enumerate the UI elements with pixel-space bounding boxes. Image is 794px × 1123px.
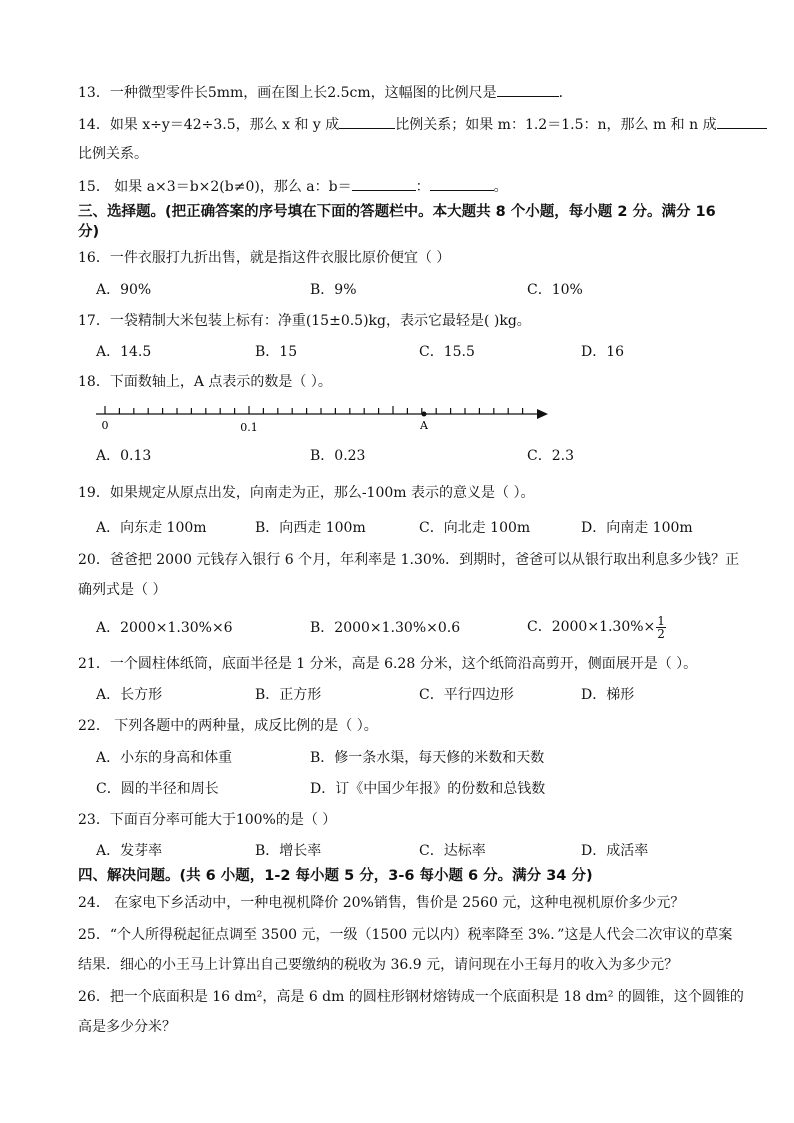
option-b[interactable]: B．正方形 <box>255 687 322 703</box>
option-c[interactable] <box>527 610 666 644</box>
answer-blank[interactable] <box>717 114 767 129</box>
question-18: 18．下面数轴上，A 点表示的数是（ ）。 <box>78 374 332 390</box>
option-b[interactable]: B．向西走 100m <box>255 520 366 536</box>
option-c[interactable]: C．圆的半径和周长 <box>96 781 219 797</box>
question-19: 19．如果规定从原点出发，向南走为正，那么-100m 表示的意义是（ ）。 <box>78 485 535 501</box>
question-14-text: 14．如果 x÷y＝42÷3.5，那么 x 和 y 成 <box>78 117 340 133</box>
tick-label-0: 0 <box>101 419 109 432</box>
point-a-dot <box>422 412 427 417</box>
question-20: 20．爸爸把 2000 元钱存入银行 6 个月，年利率是 1.30%．到期时，爸爸可以从银行取出利息多少钱？正 <box>78 552 740 568</box>
question-13-text: 13．一种微型零件长5mm，画在图上长2.5cm，这幅图的比例尺是 <box>78 85 497 101</box>
question-15 <box>78 176 508 197</box>
option-d[interactable]: D．梯形 <box>581 687 635 703</box>
point-a-label: A <box>420 419 428 432</box>
question-25: 25．“个人所得税起征点调至 3500 元，一级（1500 元以内）税率降至 3%．”这是人代会二次审议的草案 <box>78 927 733 943</box>
option-a[interactable]: A．90% <box>96 282 152 298</box>
answer-blank[interactable] <box>339 114 395 129</box>
answer-blank[interactable] <box>497 82 559 97</box>
option-d[interactable]: D．16 <box>581 344 625 360</box>
section-3-heading-cont: 分) <box>78 224 100 240</box>
question-15-end: 。 <box>493 179 508 195</box>
option-d[interactable]: D．订《中国少年报》的份数和总钱数 <box>310 781 546 797</box>
question-14-text-2: 比例关系；如果 m：1.2＝1.5：n，那么 m 和 n 成 <box>395 117 717 133</box>
question-26-cont: 高是多少分米？ <box>78 1019 176 1035</box>
answer-blank[interactable] <box>430 176 494 191</box>
option-a[interactable]: A．长方形 <box>96 687 163 703</box>
option-b[interactable]: B．15 <box>255 344 298 360</box>
option-c[interactable]: C．平行四边形 <box>419 687 514 703</box>
option-c[interactable]: C．10% <box>527 282 583 298</box>
question-25-cont: 结果．细心的小王马上计算出自己要缴纳的税收为 36.9 元，请问现在小王每月的收入为多少元？ <box>78 957 679 973</box>
fraction-numerator: 1 <box>657 613 665 628</box>
option-b[interactable]: B．0.23 <box>310 448 366 464</box>
option-d[interactable]: D．向南走 100m <box>581 520 693 536</box>
option-b[interactable]: B．2000×1.30%×0.6 <box>310 620 461 636</box>
fraction-one-half <box>656 615 666 640</box>
question-13 <box>78 82 573 103</box>
question-20-cont: 确列式是（ ） <box>78 582 167 598</box>
section-4-heading: 四、解决问题。(共 6 小题，1-2 每小题 5 分，3-6 每小题 6 分。满分 34 分) <box>78 868 593 884</box>
option-a[interactable]: A．0.13 <box>96 448 152 464</box>
option-b[interactable]: B．9% <box>310 282 357 298</box>
option-b[interactable]: B．修一条水渠，每天修的米数和天数 <box>310 750 545 766</box>
option-d[interactable]: D．成活率 <box>581 843 649 859</box>
option-a[interactable]: A．小东的身高和体重 <box>96 750 233 766</box>
option-a[interactable]: A．发芽率 <box>96 843 163 859</box>
question-24: 24． 在家电下乡活动中，一种电视机降价 20%销售，售价是 2560 元，这种电视机原价多少元？ <box>78 895 685 911</box>
question-23: 23．下面百分率可能大于100%的是（ ） <box>78 812 337 828</box>
question-22: 22． 下列各题中的两种量，成反比例的是（ ）。 <box>78 718 378 734</box>
answer-blank[interactable] <box>352 176 416 191</box>
option-c[interactable]: C．达标率 <box>419 843 486 859</box>
ratio-colon: ： <box>415 179 430 195</box>
section-3-heading: 三、选择题。(把正确答案的序号填在下面的答题栏中。本大题共 8 个小题，每小题 2 分。满分 16 <box>78 204 716 220</box>
question-14-continued: 比例关系。 <box>78 146 148 162</box>
question-16: 16．一件衣服打九折出售，就是指这件衣服比原价便宜（ ） <box>78 250 451 266</box>
option-c-text: C．2000×1.30%× <box>527 619 656 635</box>
question-14 <box>78 114 767 135</box>
tick-marks <box>105 406 523 414</box>
arrow-head-icon <box>537 409 548 419</box>
option-c[interactable]: C．15.5 <box>419 344 475 360</box>
option-a[interactable]: A．14.5 <box>96 344 152 360</box>
option-a[interactable]: A．向东走 100m <box>96 520 207 536</box>
question-17: 17．一袋精制大米包装上标有：净重(15±0.5)kg，表示它最轻是( )kg。 <box>78 313 531 329</box>
option-a[interactable]: A．2000×1.30%×6 <box>96 620 233 636</box>
option-c[interactable]: C．向北走 100m <box>419 520 531 536</box>
option-b[interactable]: B．增长率 <box>255 843 322 859</box>
fraction-denominator: 2 <box>657 626 665 641</box>
tick-label-0.1: 0.1 <box>240 421 258 434</box>
option-c[interactable]: C．2.3 <box>527 448 574 464</box>
question-13-end: ． <box>558 85 573 101</box>
question-15-text: 15． 如果 a×3＝b×2(b≠0)，那么 a：b＝ <box>78 179 352 195</box>
question-26: 26．把一个底面积是 16 dm²，高是 6 dm 的圆柱形钢材熔铸成一个底面积是 18 dm² 的圆锥，这个圆锥的 <box>78 989 744 1005</box>
number-line <box>90 400 560 436</box>
question-21: 21．一个圆柱体纸筒，底面半径是 1 分米，高是 6.28 分米，这个纸筒沿高剪开，侧面展开是（ ）。 <box>78 656 698 672</box>
